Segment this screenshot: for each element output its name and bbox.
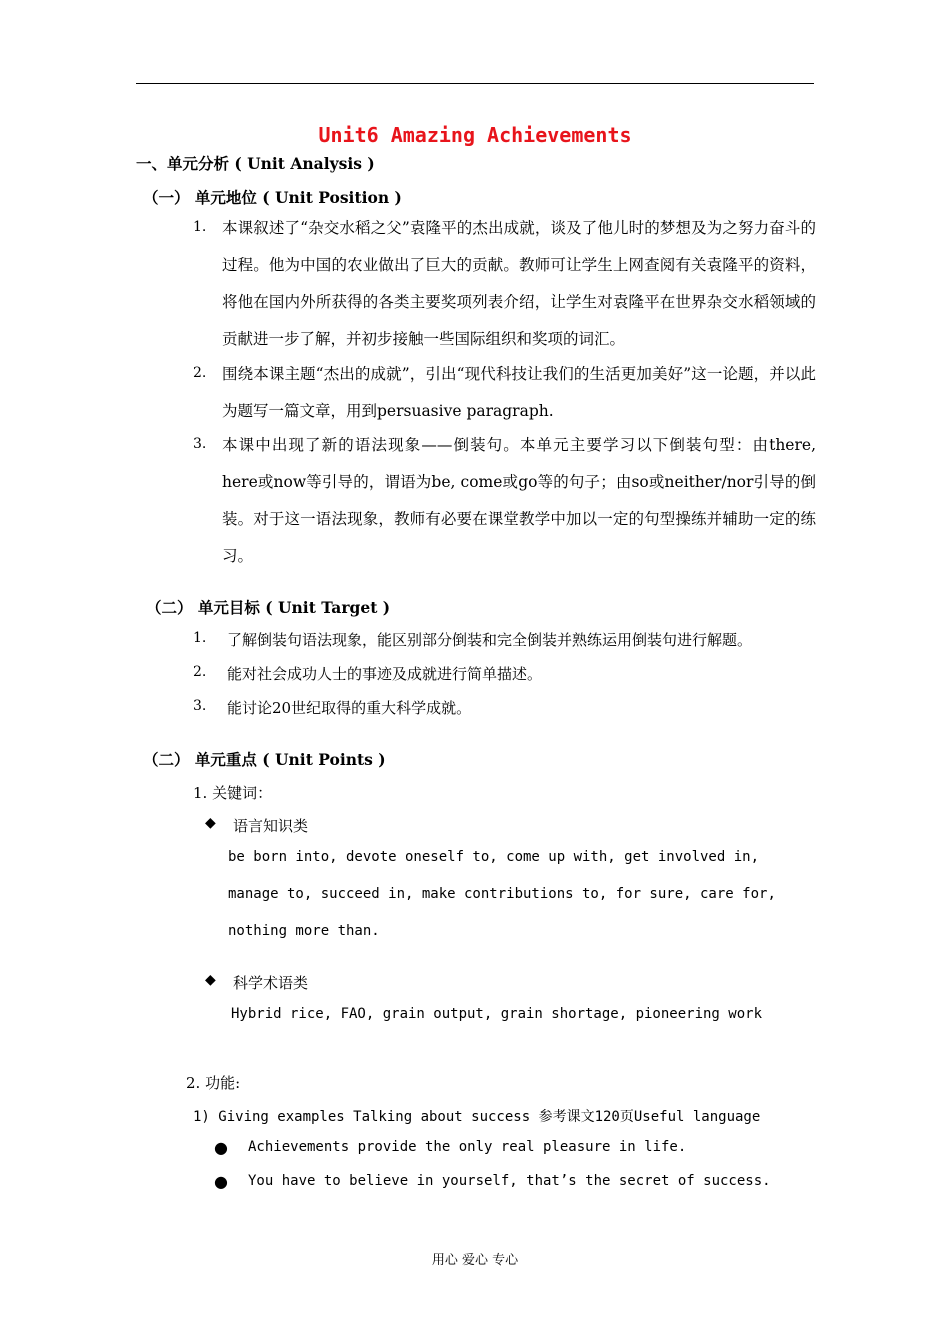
bullet-icon: ●	[214, 1138, 228, 1157]
list-number: 3.	[193, 436, 207, 452]
diamond-bullet-icon: ◆	[205, 972, 216, 988]
language-line-3: nothing more than.	[228, 923, 380, 939]
function-label: 2. 功能:	[186, 1074, 241, 1092]
science-terms-label: 科学术语类	[233, 974, 309, 992]
subsection-heading-unit-points: （二） 单元重点 ( Unit Points )	[143, 750, 386, 769]
target-item-1: 了解倒装句语法现象，能区别部分倒装和完全倒装并熟练运用倒装句进行解题。	[227, 631, 753, 649]
language-knowledge-label: 语言知识类	[233, 817, 309, 835]
list-number: 2.	[193, 365, 207, 381]
keywords-label: 1. 关键词：	[193, 784, 273, 802]
page-footer: 用心 爱心 专心	[431, 1253, 519, 1268]
subsection-heading-unit-position: （一） 单元地位 ( Unit Position )	[143, 188, 402, 207]
section-heading-unit-analysis: 一、单元分析 ( Unit Analysis )	[136, 154, 375, 173]
position-paragraph-3: 本课中出现了新的语法现象——倒装句。本单元主要学习以下倒装句型：由there, here或now等引导的，谓语为be, come或go等的句子；由so或neither/nor引导的倒装。对于这一语法现象，教师有必要在课堂教学中加以一定的句型操练并辅助一定的练习。	[222, 436, 816, 565]
language-line-2: manage to, succeed in, make contributions to, for sure, care for,	[228, 886, 776, 902]
header-rule	[136, 83, 814, 84]
subsection-heading-unit-target: （二） 单元目标 ( Unit Target )	[146, 598, 391, 617]
document-title: Unit6 Amazing Achievements	[318, 123, 632, 147]
list-number: 2.	[193, 664, 207, 680]
position-paragraph-2: 围绕本课主题“杰出的成就”，引出“现代科技让我们的生活更加美好”这一论题，并以此为题写一篇文章，用到persuasive paragraph.	[222, 365, 816, 420]
list-number: 1.	[193, 219, 207, 235]
language-line-1: be born into, devote oneself to, come up with, get involved in,	[228, 849, 760, 865]
diamond-bullet-icon: ◆	[205, 815, 216, 831]
example-sentence-2: You have to believe in yourself, that’s the secret of success.	[248, 1173, 771, 1189]
bullet-icon: ●	[214, 1172, 228, 1191]
example-sentence-1: Achievements provide the only real pleasure in life.	[248, 1139, 687, 1155]
target-item-3: 能讨论20世纪取得的重大科学成就。	[227, 699, 472, 717]
list-number: 1.	[193, 630, 207, 646]
list-number: 3.	[193, 698, 207, 714]
position-paragraph-1: 本课叙述了“杂交水稻之父”袁隆平的杰出成就，谈及了他儿时的梦想及为之努力奋斗的过程。他为中国的农业做出了巨大的贡献。教师可让学生上网查阅有关袁隆平的资料，将他在国内外所获得的各类主要奖项列表介绍，让学生对袁隆平在世界杂交水稻领域的贡献进一步了解，并初步接触一些国际组织和奖项的词汇。	[222, 219, 816, 348]
science-terms-line: Hybrid rice, FAO, grain output, grain shortage, pioneering work	[231, 1006, 763, 1022]
function-sub-item: 1) Giving examples Talking about success 参考课文120页Useful language	[193, 1109, 761, 1125]
target-item-2: 能对社会成功人士的事迹及成就进行简单描述。	[227, 665, 543, 683]
